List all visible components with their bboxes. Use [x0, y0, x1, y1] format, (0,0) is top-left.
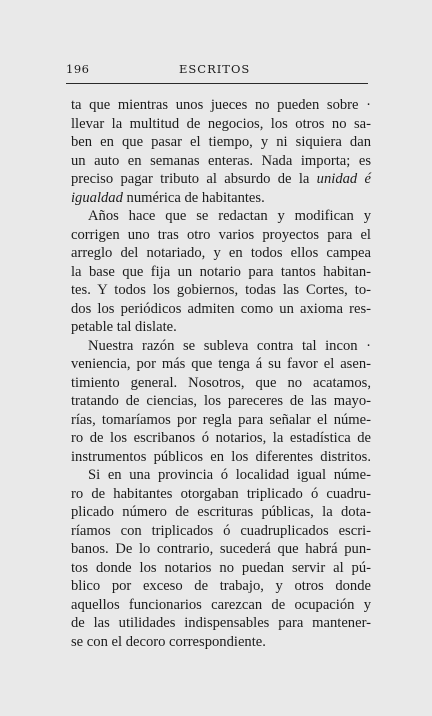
text-line	[71, 596, 371, 615]
text-line	[71, 540, 371, 559]
text-line	[71, 522, 371, 541]
text-line	[71, 466, 371, 485]
text-line	[71, 559, 371, 578]
line-text: la base que fija un notario para tantos habitan-	[71, 263, 371, 280]
line-text: banos. De lo contrario, sucederá que habrá pun-	[71, 541, 371, 557]
text-line	[71, 411, 371, 430]
line-text: ro de habitantes otorgaban triplicado ó cuadru-	[71, 485, 371, 502]
line-text: de las utilidades indispensables para mantener-	[71, 615, 371, 631]
text-line	[71, 300, 371, 319]
text-line	[71, 115, 371, 134]
line-text: instrumentos públicos en los diferentes distritos.	[71, 448, 371, 465]
text-line	[71, 374, 371, 393]
line-text: petable tal dislate.	[71, 319, 177, 335]
text-line	[71, 614, 371, 633]
body-text	[71, 96, 371, 651]
text-line	[71, 96, 371, 115]
line-text: plicado número de escrituras públicas, la dota-	[71, 504, 371, 520]
line-text: Años hace que se redactan y modifican y	[88, 208, 371, 224]
line-text: ro de los escribanos ó notarios, la estadística de	[71, 430, 371, 446]
text-line	[71, 281, 371, 300]
line-text: se con el decoro correspondiente.	[71, 633, 266, 650]
line-text: llevar la multitud de negocios, los otros no sa-	[71, 115, 371, 132]
text-line	[71, 226, 371, 245]
line-text: preciso pagar tributo al absurdo de la	[71, 171, 310, 187]
text-line	[71, 485, 371, 504]
text-line	[71, 633, 371, 652]
text-line	[71, 503, 371, 522]
line-text: timiento general. Nosotros, que no acatamos,	[71, 374, 371, 391]
line-text: veniencia, por más que tenga á su favor el asen-	[71, 356, 371, 372]
text-line	[71, 152, 371, 171]
text-line	[71, 263, 371, 282]
line-text: corrigen uno tras otro varios proyectos para el	[71, 226, 371, 243]
line-text: un auto en semanas enteras. Nada importa; es	[71, 152, 371, 169]
line-text: ben en que pasar el tiempo, y ni siquiera dan	[71, 134, 371, 150]
text-line	[71, 207, 371, 226]
line-text: blico por exceso de trabajo, y otros donde	[71, 578, 371, 594]
line-text: tratando de ciencias, los pareceres de las mayo-	[71, 393, 371, 409]
header-rule	[66, 83, 368, 84]
line-text: aquellos funcionarios carezcan de ocupación y	[71, 596, 371, 613]
line-text: dos los periódicos admiten como un axioma res-	[71, 300, 371, 317]
line-text: arreglo del notariado, y en todos ellos campea	[71, 245, 371, 261]
page-number: 196	[66, 62, 90, 76]
text-line	[71, 133, 371, 152]
line-text: tes. Y todos los gobiernos, todas las Cortes, to-	[71, 282, 371, 298]
text-line	[71, 189, 371, 208]
line-text: rías, tomaríamos por regla para señalar el núme-	[71, 411, 371, 428]
text-line	[71, 448, 371, 467]
text-line	[71, 355, 371, 374]
line-text: Si en una provincia ó localidad igual núme-	[88, 467, 371, 483]
line-text: ta que mientras unos jueces no pueden sobre ·	[71, 97, 371, 113]
text-line	[71, 429, 371, 448]
italic-text: unidad é	[316, 171, 371, 187]
text-line	[71, 577, 371, 596]
text-line	[71, 170, 371, 189]
line-text: numérica de habitantes.	[126, 189, 265, 206]
line-text: Nuestra razón se subleva contra tal incon ·	[88, 337, 371, 354]
text-line	[71, 318, 371, 337]
running-title: ESCRITOS	[179, 62, 251, 76]
line-text: tos donde los notarios no puedan servir al pú-	[71, 559, 371, 576]
running-head	[66, 62, 366, 82]
italic-text: igualdad	[71, 189, 123, 206]
text-line	[71, 244, 371, 263]
line-text: ríamos con triplicados ó cuadruplicados escri-	[71, 522, 371, 539]
text-line	[71, 392, 371, 411]
text-line	[71, 337, 371, 356]
